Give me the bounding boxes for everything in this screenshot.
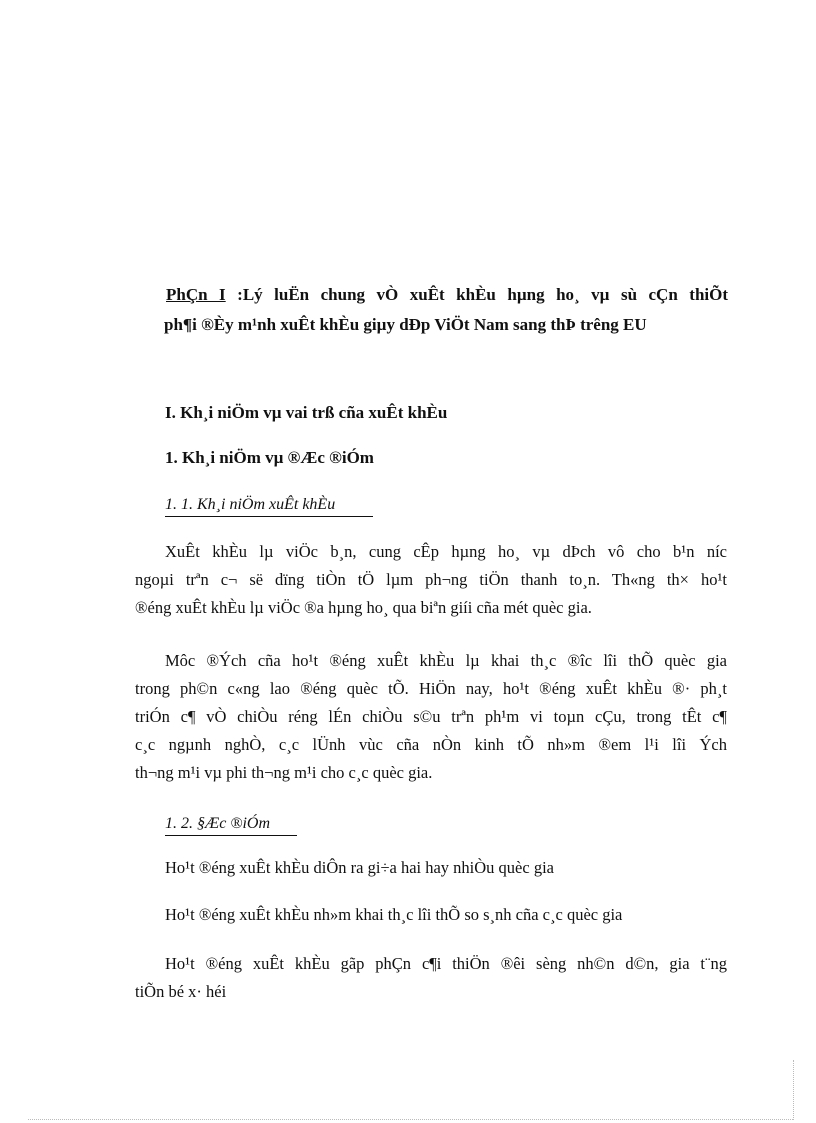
paragraph-feature-3 [135,950,727,1006]
paragraph-definition [135,538,727,622]
paragraph-line: triÓn c¶ vÒ chiÒu réng lÉn chiÒu s©u trªn ph¹m vi toµn cÇu, trong tÊt c¶ [135,707,727,726]
paragraph-line: trong ph©n c«ng lao ®éng quèc tÕ. HiÖn nay, ho¹t ®éng xuÊt khÈu ®· ph¸t [135,679,727,698]
paragraph-line: ®éng xuÊt khÈu lµ viÖc ®a hµng ho¸ qua biªn giíi cña mét quèc gia. [135,598,592,617]
paragraph-line: tiÕn bé x· héi [135,982,227,1001]
paragraph-purpose [135,647,727,787]
chapter-title-line-2: ph¶i ®Èy m¹nh xuÊt khÈu giµy dÐp ViÖt Nam sang thÞ trêng EU [164,315,647,334]
paragraph-line: c¸c ngµnh nghÒ, c¸c lÜnh vùc cña nÒn kinh tÕ nh»m ®em l¹i lîi Ých [135,735,727,754]
chapter-title [166,280,728,340]
sub-heading-features: 1. 2. §Æc ®iÓm [165,815,297,836]
page-bottom-border [28,1119,793,1120]
chapter-label: PhÇn I [166,285,226,304]
feature-line-2: Ho¹t ®éng xuÊt khÈu nh»m khai th¸c lîi thÕ so s¸nh cña c¸c quèc gia [165,905,623,924]
paragraph-line: Môc ®Ých cña ho¹t ®éng xuÊt khÈu lµ khai th¸c ®îc lîi thÕ quèc gia [165,651,727,670]
paragraph-line: Ho¹t ®éng xuÊt khÈu gãp phÇn c¶i thiÖn ®êi sèng nh©n d©n, gia t¨ng [165,954,727,973]
chapter-title-text: :Lý luËn chung vÒ xuÊt khÈu hµng ho¸ vµ sù cÇn thiÕt [225,285,729,304]
section-heading: I. Kh¸i niÖm vµ vai trß cña xuÊt khÈu [165,403,448,422]
page-right-border [793,1060,794,1120]
subsection-heading: 1. Kh¸i niÖm vµ ®Æc ®iÓm [165,448,374,467]
paragraph-line: th¬ng m¹i vµ phi th¬ng m¹i cho c¸c quèc gia. [135,763,433,782]
feature-line-1: Ho¹t ®éng xuÊt khÈu diÔn ra gi÷a hai hay nhiÒu quèc gia [165,858,554,877]
paragraph-line: ngoµi trªn c¬ së dïng tiÒn tÖ lµm ph¬ng tiÖn thanh to¸n. Th«ng th× ho¹t [135,570,727,589]
paragraph-line: XuÊt khÈu lµ viÖc b¸n, cung cÊp hµng ho¸ vµ dÞch vô cho b¹n níc [165,542,727,561]
chapter-title-line-1 [166,280,728,310]
sub-heading-definition: 1. 1. Kh¸i niÖm xuÊt khÈu [165,496,373,517]
